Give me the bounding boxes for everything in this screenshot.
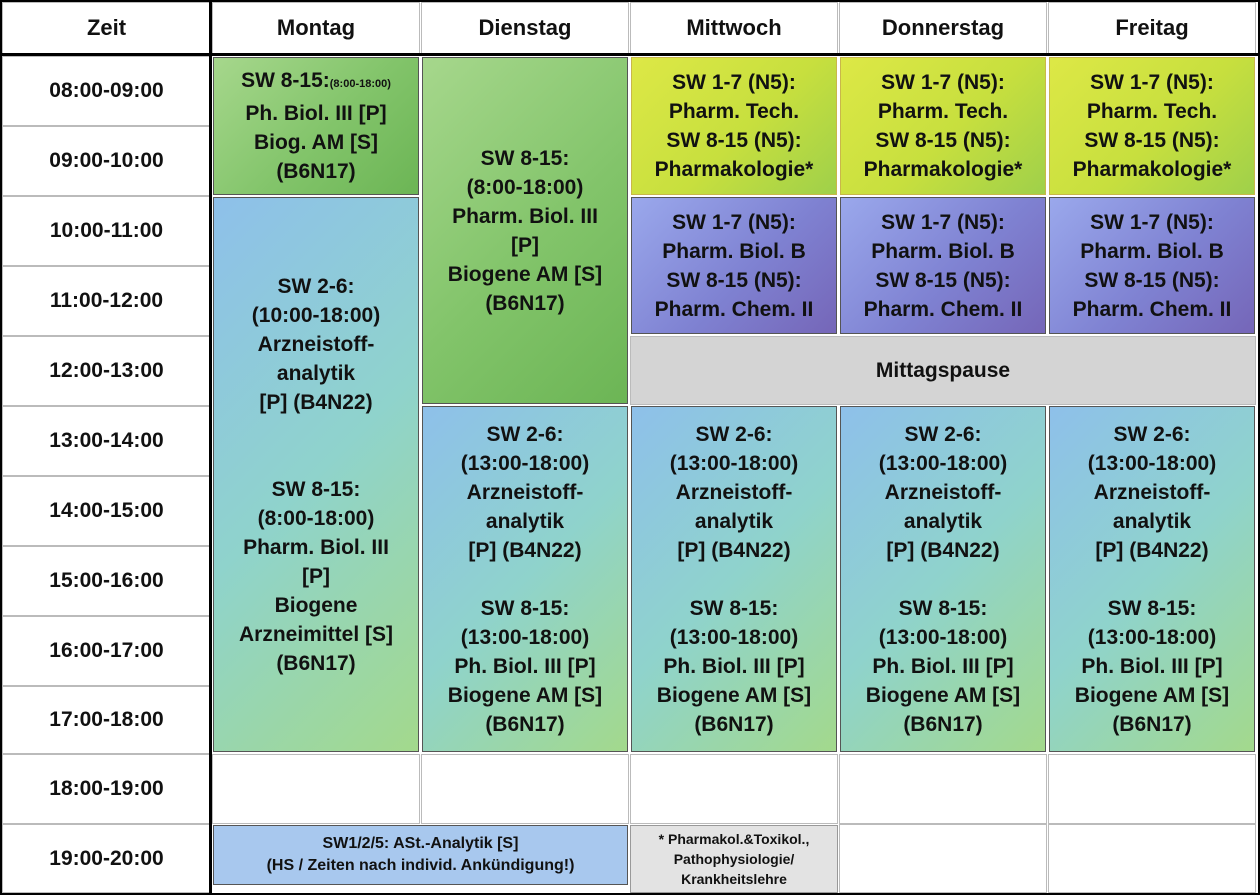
course-line: Pharmakologie* [654, 158, 814, 181]
course-block-wed-afternoon [631, 406, 837, 752]
course-line: Arzneistoff- [257, 332, 375, 356]
note-line: (HS / Zeiten nach individ. Ankündigung!) [266, 857, 575, 874]
time-slot: 19:00-20:00 [2, 824, 211, 893]
course-line: Pharm. Biol. B [662, 239, 806, 263]
course-line: [P] (B4N22) [259, 390, 373, 414]
header-zeit: Zeit [2, 2, 211, 54]
course-line: Pharm. Chem. II [1072, 297, 1232, 321]
course-line: Pharm. Chem. II [654, 297, 814, 321]
course-line: (13:00-18:00) [1087, 451, 1217, 475]
header-day-dienstag: Dienstag [421, 2, 629, 54]
time-slot: 10:00-11:00 [2, 196, 211, 266]
footnote-line: Pathophysiologie/ [673, 851, 795, 867]
empty-slot [1048, 754, 1256, 824]
time-slot: 09:00-10:00 [2, 126, 211, 196]
time-slot: 08:00-09:00 [2, 56, 211, 126]
course-block-thu-purple [840, 197, 1046, 334]
course-block-fri-yellow [1049, 57, 1255, 195]
course-line: Pharmakologie* [1072, 158, 1232, 181]
course-line: SW 2-6: [904, 422, 982, 446]
header-day-donnerstag: Donnerstag [839, 2, 1047, 54]
course-block-thu-afternoon [840, 406, 1046, 752]
course-line: SW 8-15 (N5): [875, 129, 1011, 152]
course-line: Biogene AM [S] [447, 262, 603, 286]
course-line: SW 8-15: [241, 69, 330, 92]
course-line: SW 1-7 (N5): [672, 210, 796, 234]
time-slot: 13:00-14:00 [2, 406, 211, 476]
course-line: SW 1-7 (N5): [1090, 210, 1214, 234]
course-line: (13:00-18:00) [878, 451, 1008, 475]
course-line: SW 8-15 (N5): [1084, 129, 1220, 152]
course-line: SW 1-7 (N5): [1090, 71, 1214, 94]
course-block-fri-purple [1049, 197, 1255, 334]
course-line: (13:00-18:00) [460, 625, 590, 649]
course-line: Ph. Biol. III [P] [245, 102, 387, 125]
course-line: [P] (B4N22) [677, 538, 791, 562]
course-line: Arzneistoff- [675, 480, 793, 504]
course-line: Pharm. Biol. B [871, 239, 1015, 263]
course-line: (B6N17) [485, 291, 565, 315]
time-slot: 16:00-17:00 [2, 616, 211, 686]
course-line: (B6N17) [1112, 712, 1192, 736]
course-line: analytik [903, 509, 983, 533]
course-line: Biogene AM [S] [656, 683, 812, 707]
course-line: Pharm. Chem. II [863, 297, 1023, 321]
grid-divider [209, 0, 212, 895]
course-line: (B6N17) [903, 712, 983, 736]
course-line: [P] [511, 233, 539, 257]
empty-slot [630, 754, 838, 824]
time-slot: 12:00-13:00 [2, 336, 211, 406]
course-line: analytik [1112, 509, 1192, 533]
course-line: Arzneistoff- [466, 480, 584, 504]
course-line: Biogene [274, 593, 358, 617]
course-line: (B6N17) [276, 160, 356, 183]
course-line: analytik [485, 509, 565, 533]
course-line: (8:00-18:00) [466, 175, 584, 199]
course-line: analytik [694, 509, 774, 533]
course-block-fri-afternoon [1049, 406, 1255, 752]
course-line: Pharm. Tech. [877, 100, 1009, 123]
header-day-montag: Montag [212, 2, 420, 54]
course-line: SW 8-15: [689, 596, 779, 620]
empty-slot [1048, 824, 1256, 893]
course-line: [P] (B4N22) [1095, 538, 1209, 562]
course-line: SW 1-7 (N5): [881, 71, 1005, 94]
course-line: Pharmakologie* [863, 158, 1023, 181]
course-line: Arzneimittel [S] [238, 622, 393, 646]
course-line: (13:00-18:00) [460, 451, 590, 475]
course-line: Biogene AM [S] [865, 683, 1021, 707]
course-line: SW 1-7 (N5): [881, 210, 1005, 234]
course-block-wed-yellow [631, 57, 837, 195]
time-slot: 17:00-18:00 [2, 686, 211, 754]
course-line: SW 8-15: [480, 146, 570, 170]
course-line: (B6N17) [485, 712, 565, 736]
course-block-tue-afternoon [422, 406, 628, 752]
course-line: (13:00-18:00) [669, 451, 799, 475]
course-line: Pharm. Biol. B [1080, 239, 1224, 263]
empty-slot [839, 754, 1047, 824]
course-line: (B6N17) [276, 651, 356, 675]
empty-slot [421, 754, 629, 824]
footnote-line: Krankheitslehre [681, 871, 787, 887]
course-line: (10:00-18:00) [251, 303, 381, 327]
course-line: SW 8-15: [271, 477, 361, 501]
course-line: Pharm. Tech. [668, 100, 800, 123]
course-line: SW 2-6: [695, 422, 773, 446]
course-line: SW 1-7 (N5): [672, 71, 796, 94]
course-line: (B6N17) [694, 712, 774, 736]
course-block-tue-morning [422, 57, 628, 404]
course-line: SW 2-6: [277, 274, 355, 298]
grid-divider [0, 53, 1260, 56]
course-line: SW 8-15 (N5): [1084, 268, 1220, 292]
course-line: [P] [302, 564, 330, 588]
time-slot: 11:00-12:00 [2, 266, 211, 336]
course-block-wed-purple [631, 197, 837, 334]
course-line: (13:00-18:00) [878, 625, 1008, 649]
course-line: [P] (B4N22) [886, 538, 1000, 562]
lunch-break: Mittagspause [630, 336, 1256, 405]
course-line: Ph. Biol. III [P] [663, 654, 805, 678]
course-block-mon-morning [213, 57, 419, 195]
course-line: Biogene AM [S] [447, 683, 603, 707]
evening-note [213, 825, 628, 885]
header-day-freitag: Freitag [1048, 2, 1256, 54]
time-slot: 18:00-19:00 [2, 754, 211, 824]
footnote [630, 825, 838, 893]
course-line: Arzneistoff- [1093, 480, 1211, 504]
course-line: (8:00-18:00) [257, 506, 375, 530]
course-line: SW 2-6: [1113, 422, 1191, 446]
course-line: Pharm. Biol. III [243, 535, 389, 559]
course-line: SW 2-6: [486, 422, 564, 446]
course-line: Pharm. Biol. III [452, 204, 598, 228]
course-line: SW 8-15: [898, 596, 988, 620]
course-line: Ph. Biol. III [P] [1081, 654, 1223, 678]
course-line: Ph. Biol. III [P] [872, 654, 1014, 678]
course-line: Ph. Biol. III [P] [454, 654, 596, 678]
course-line: SW 8-15 (N5): [666, 268, 802, 292]
footnote-line: * Pharmakol.&Toxikol., [658, 831, 810, 847]
note-line: SW1/2/5: ASt.-Analytik [S] [322, 835, 519, 852]
course-line: SW 8-15: [480, 596, 570, 620]
time-slot: 15:00-16:00 [2, 546, 211, 616]
course-line: [P] (B4N22) [468, 538, 582, 562]
course-line: Pharm. Tech. [1086, 100, 1218, 123]
course-line: analytik [276, 361, 356, 385]
header-day-mittwoch: Mittwoch [630, 2, 838, 54]
course-line: (13:00-18:00) [1087, 625, 1217, 649]
course-line: SW 8-15 (N5): [875, 268, 1011, 292]
empty-slot [212, 754, 420, 824]
course-line: (13:00-18:00) [669, 625, 799, 649]
course-line: SW 8-15 (N5): [666, 129, 802, 152]
course-line: Arzneistoff- [884, 480, 1002, 504]
empty-slot [839, 824, 1047, 893]
course-block-mon-main [213, 197, 419, 752]
course-time-small: (8:00-18:00) [329, 78, 391, 90]
time-slot: 14:00-15:00 [2, 476, 211, 546]
course-line: SW 8-15: [1107, 596, 1197, 620]
course-line: Biogene AM [S] [1074, 683, 1230, 707]
course-line: Biog. AM [S] [253, 131, 379, 154]
course-block-thu-yellow [840, 57, 1046, 195]
